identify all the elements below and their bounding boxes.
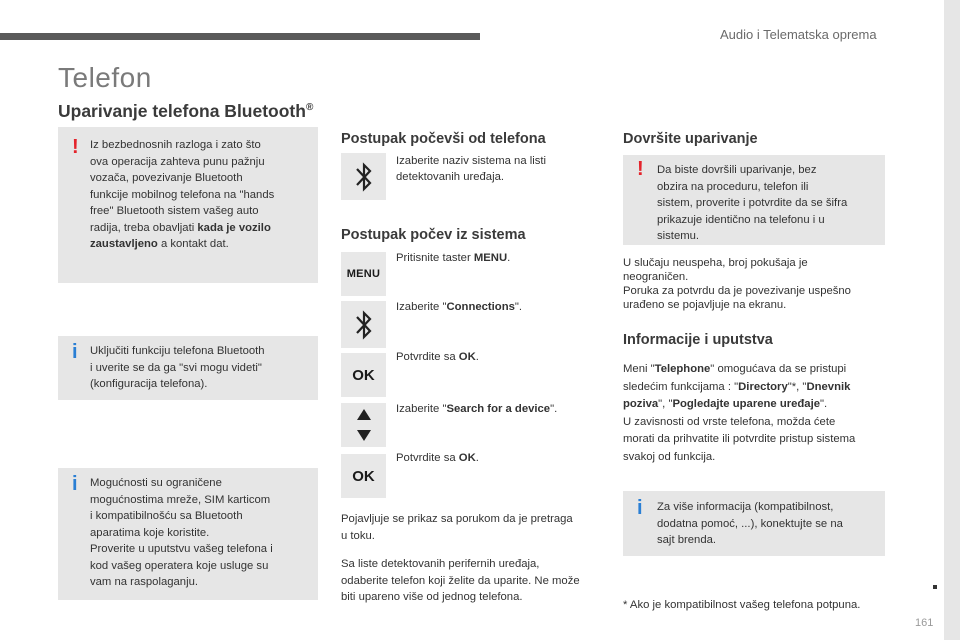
paragraph-search: Pojavljuje se prikaz sa porukom da je pretraga u toku. [341,513,573,542]
step-text-3: Potvrdite sa OK. [396,351,479,363]
step-text-4: Izaberite "Search for a device". [396,403,558,415]
warning-box-safety [58,127,318,283]
page-title: Telefon [58,62,152,93]
section-header: Audio i Telematska oprema [720,27,877,42]
step-text-5: Potvrdite sa OK. [396,452,479,464]
arrows-button-icon [341,403,386,447]
warning-box-code [623,155,885,245]
side-strip [944,0,960,640]
info-text: Za više informacija (kompatibilnost, dodatna pomoć, ...), konektujte se na sajt brenda. [657,501,843,546]
header-bar [0,33,480,40]
step-text-2: Izaberite "Connections". [396,301,523,313]
info-text: Mogućnosti su ograničene mogućnostima mreže, SIM karticom i kompatibilnošću sa Bluetooth aparatima koje koristite. Proverite u uputstvu vašeg telefona i kod vašeg operatera koje usluge su vam na raspolaganju. [90,477,273,588]
info-box-limits [58,468,318,600]
info-text: Uključiti funkciju telefona Bluetooth i uverite se da ga "svi mogu videti" (konfiguracija telefona). [90,345,265,390]
warning-text: Iz bezbednosnih razloga i zato što ova operacija zahteva punu pažnju vozača, povezivanje Bluetooth funkcije mobilnog telefona na "hands free" Bluetooth sistem vašeg auto radija, treba obavljati kada je vozilo zaustavljeno a kontakt dat. [90,139,275,250]
warning-icon: ! [637,158,644,180]
paragraph-failure: U slučaju neuspeha, broj pokušaja je neograničen. Poruka za potvrdu da je povezivanje uspešno urađeno se pojavljuje na ekranu. [623,257,851,311]
section-title-phone: Postupak počevši od telefona [341,131,546,147]
bluetooth-step-icon [341,301,386,348]
menu-button-icon: MENU [341,252,386,296]
warning-icon: ! [72,136,79,158]
bluetooth-icon [353,308,375,342]
warning-text: Da biste dovršili uparivanje, bez obzira na proceduru, telefon ili sistem, proverite i potvrdite da se šifra prikazuje identično na telefonu i u sistemu. [657,164,848,242]
up-down-arrows-icon [353,406,375,444]
info-box-bluetooth [58,336,318,400]
paragraph-telephone-menu: Meni "Telephone" omogućava da se pristupi sledećim funkcijama : "Directory"*, "Dnevnik poziva", "Pogledajte uparene uređaje". U zavisnosti od vrste telefona, možda ćete morati da prihvatite ili potvrdite pristup sistema svakoj od funkcija. [623,363,856,463]
ok-button-icon: OK [341,353,386,397]
page-subtitle: Uparivanje telefona Bluetooth® [58,101,314,121]
section-title-finish: Dovršite uparivanje [623,131,758,147]
info-icon: i [72,473,78,495]
bluetooth-icon [353,160,375,194]
section-title-info: Informacije i uputstva [623,332,773,348]
step-text-1: Pritisnite taster MENU. [396,252,511,264]
info-icon: i [637,497,643,519]
bluetooth-step-icon [341,153,386,200]
section-title-system: Postupak počev iz sistema [341,227,526,243]
step-text-phone: Izaberite naziv sistema na listi detektovanih uređaja. [396,155,547,183]
paragraph-select-phone: Sa liste detektovanih perifernih uređaja, odaberite telefon koji želite da uparite. Ne može biti upareno više od jednog telefona. [341,558,580,603]
page-marker-dot [933,585,937,589]
footnote: * Ako je kompatibilnost vašeg telefona potpuna. [623,599,861,611]
info-box-brand-site [623,491,885,556]
page-number: 161 [915,617,934,629]
ok-button-icon: OK [341,454,386,498]
info-icon: i [72,341,78,363]
